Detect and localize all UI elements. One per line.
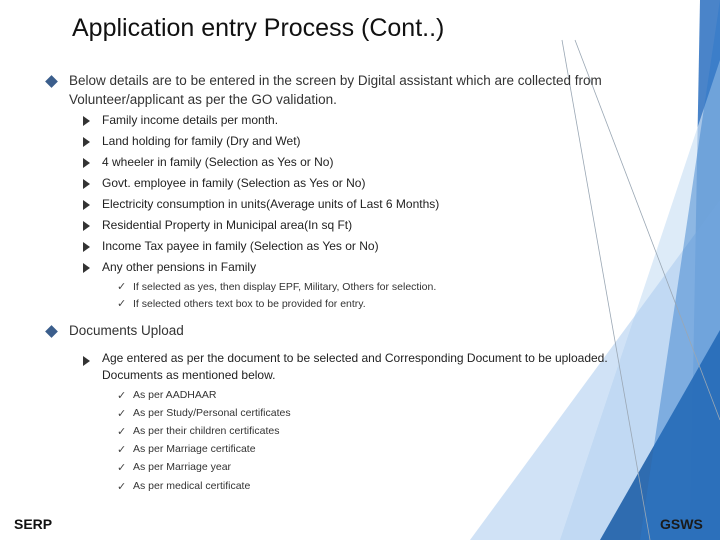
section1-text: [69, 71, 669, 109]
arrow-bullet-icon: [83, 263, 90, 273]
list-item: 4 wheeler in family (Selection as Yes or No): [102, 155, 334, 169]
document-item: As per AADHAAR: [133, 389, 217, 401]
sub-list-item: If selected others text box to be provided for entry.: [133, 298, 366, 310]
section1-text-line2: Volunteer/applicant as per the GO validation.: [69, 92, 337, 107]
list-item: Land holding for family (Dry and Wet): [102, 134, 301, 148]
list-item: Family income details per month.: [102, 113, 279, 127]
page-title: Application entry Process (Cont..): [72, 14, 445, 42]
checkmark-icon: ✓: [117, 426, 127, 438]
document-item: As per Study/Personal certificates: [133, 407, 291, 419]
checkmark-icon: ✓: [117, 298, 127, 310]
arrow-bullet-icon: [83, 179, 90, 189]
checkmark-icon: ✓: [117, 390, 127, 402]
document-item: As per medical certificate: [133, 480, 251, 492]
footer-serp-label: SERP: [14, 516, 53, 532]
section2-item-line2: Documents as mentioned below.: [102, 368, 276, 382]
section2-heading: Documents Upload: [69, 323, 184, 338]
list-item: Govt. employee in family (Selection as Yes or No): [102, 176, 366, 190]
arrow-bullet-icon: [83, 158, 90, 168]
arrow-bullet-icon: [83, 356, 90, 366]
checkmark-icon: ✓: [117, 408, 127, 420]
list-item: Any other pensions in Family: [102, 260, 257, 274]
footer-gsws-label: GSWS: [660, 516, 703, 532]
arrow-bullet-icon: [83, 200, 90, 210]
sub-list-item: If selected as yes, then display EPF, Military, Others for selection.: [133, 281, 437, 293]
list-item: Residential Property in Municipal area(In sq Ft): [102, 218, 353, 232]
list-item: Electricity consumption in units(Average units of Last 6 Months): [102, 197, 440, 211]
section1-text-line1: Below details are to be entered in the screen by Digital assistant which are collected from: [69, 73, 602, 88]
document-item: As per Marriage certificate: [133, 443, 256, 455]
document-item: As per their children certificates: [133, 425, 280, 437]
checkmark-icon: ✓: [117, 462, 127, 474]
arrow-bullet-icon: [83, 242, 90, 252]
section2-item: [102, 350, 608, 384]
arrow-bullet-icon: [83, 137, 90, 147]
checkmark-icon: ✓: [117, 444, 127, 456]
section2-item-line1: Age entered as per the document to be selected and Corresponding Document to be uploaded.: [102, 351, 608, 365]
document-item: As per Marriage year: [133, 461, 232, 473]
arrow-bullet-icon: [83, 116, 90, 126]
checkmark-icon: ✓: [117, 481, 127, 493]
arrow-bullet-icon: [83, 221, 90, 231]
list-item: Income Tax payee in family (Selection as Yes or No): [102, 239, 379, 253]
checkmark-icon: ✓: [117, 281, 127, 293]
